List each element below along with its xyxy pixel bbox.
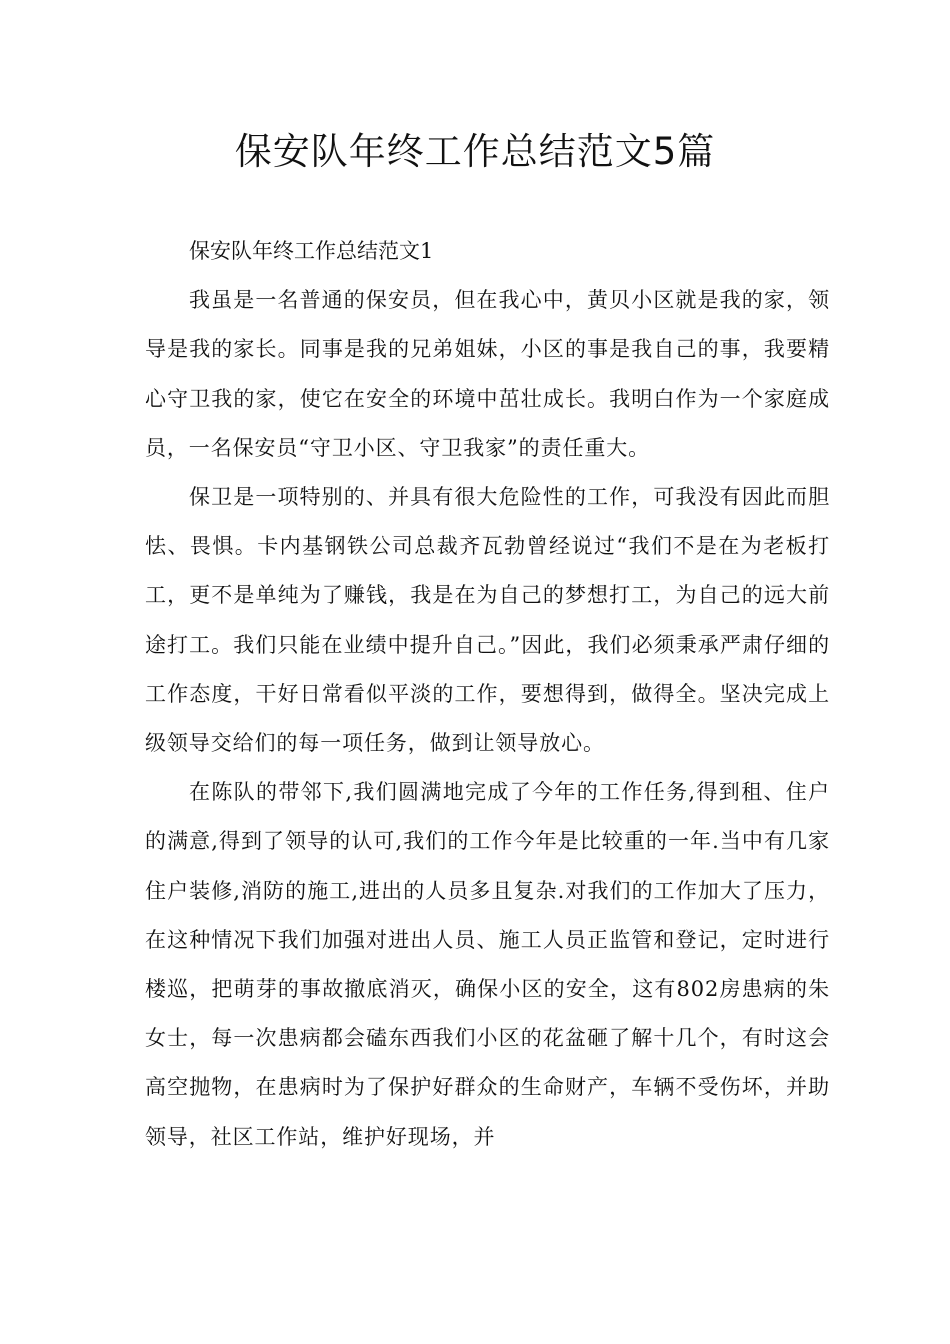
paragraph: 在陈队的带邻下,我们圆满地完成了今年的工作任务,得到租、住户的满意,得到了领导的认可,我们的工作今年是比较重的一年.当中有几家住户装修,消防的施工,进出的人员多且复杂.对我们的工作加大了压力，在这种情况下我们加强对进出人员、施工人员正监管和登记，定时进行楼巡，把萌芽的事故撤底消灭，确保小区的安全，这有802房患病的朱女士，每一次患病都会磕东西我们小区的花盆砸了解十几个，有时这会高空抛物，在患病时为了保护好群众的生命财产，车辆不受伤坏，并助领导，社区工作站，维护好现场，并	[145, 780, 830, 1149]
paragraph: 保卫是一项特别的、并具有很大危险性的工作，可我没有因此而胆怯、畏惧。卡内基钢铁公司总裁齐瓦勃曾经说过“我们不是在为老板打工，更不是单纯为了赚钱，我是在为自己的梦想打工，为自己的远大前途打工。我们只能在业绩中提升自己。”因此，我们必须秉承严肃仔细的工作态度，干好日常看似平淡的工作，要想得到，做得全。坚决完成上级领导交给们的每一项任务，做到让领导放心。	[145, 485, 830, 756]
document-title: 保安队年终工作总结范文5篇	[234, 130, 716, 173]
document-body	[145, 227, 830, 1162]
section-heading: 保安队年终工作总结范文1	[189, 239, 434, 263]
paragraph: 我虽是一名普通的保安员，但在我心中，黄贝小区就是我的家，领导是我的家长。同事是我的兄弟姐妹，小区的事是我自己的事，我要精心守卫我的家，使它在安全的环境中茁壮成长。我明白作为一个家庭成员，一名保安员“守卫小区、守卫我家”的责任重大。	[145, 288, 830, 460]
